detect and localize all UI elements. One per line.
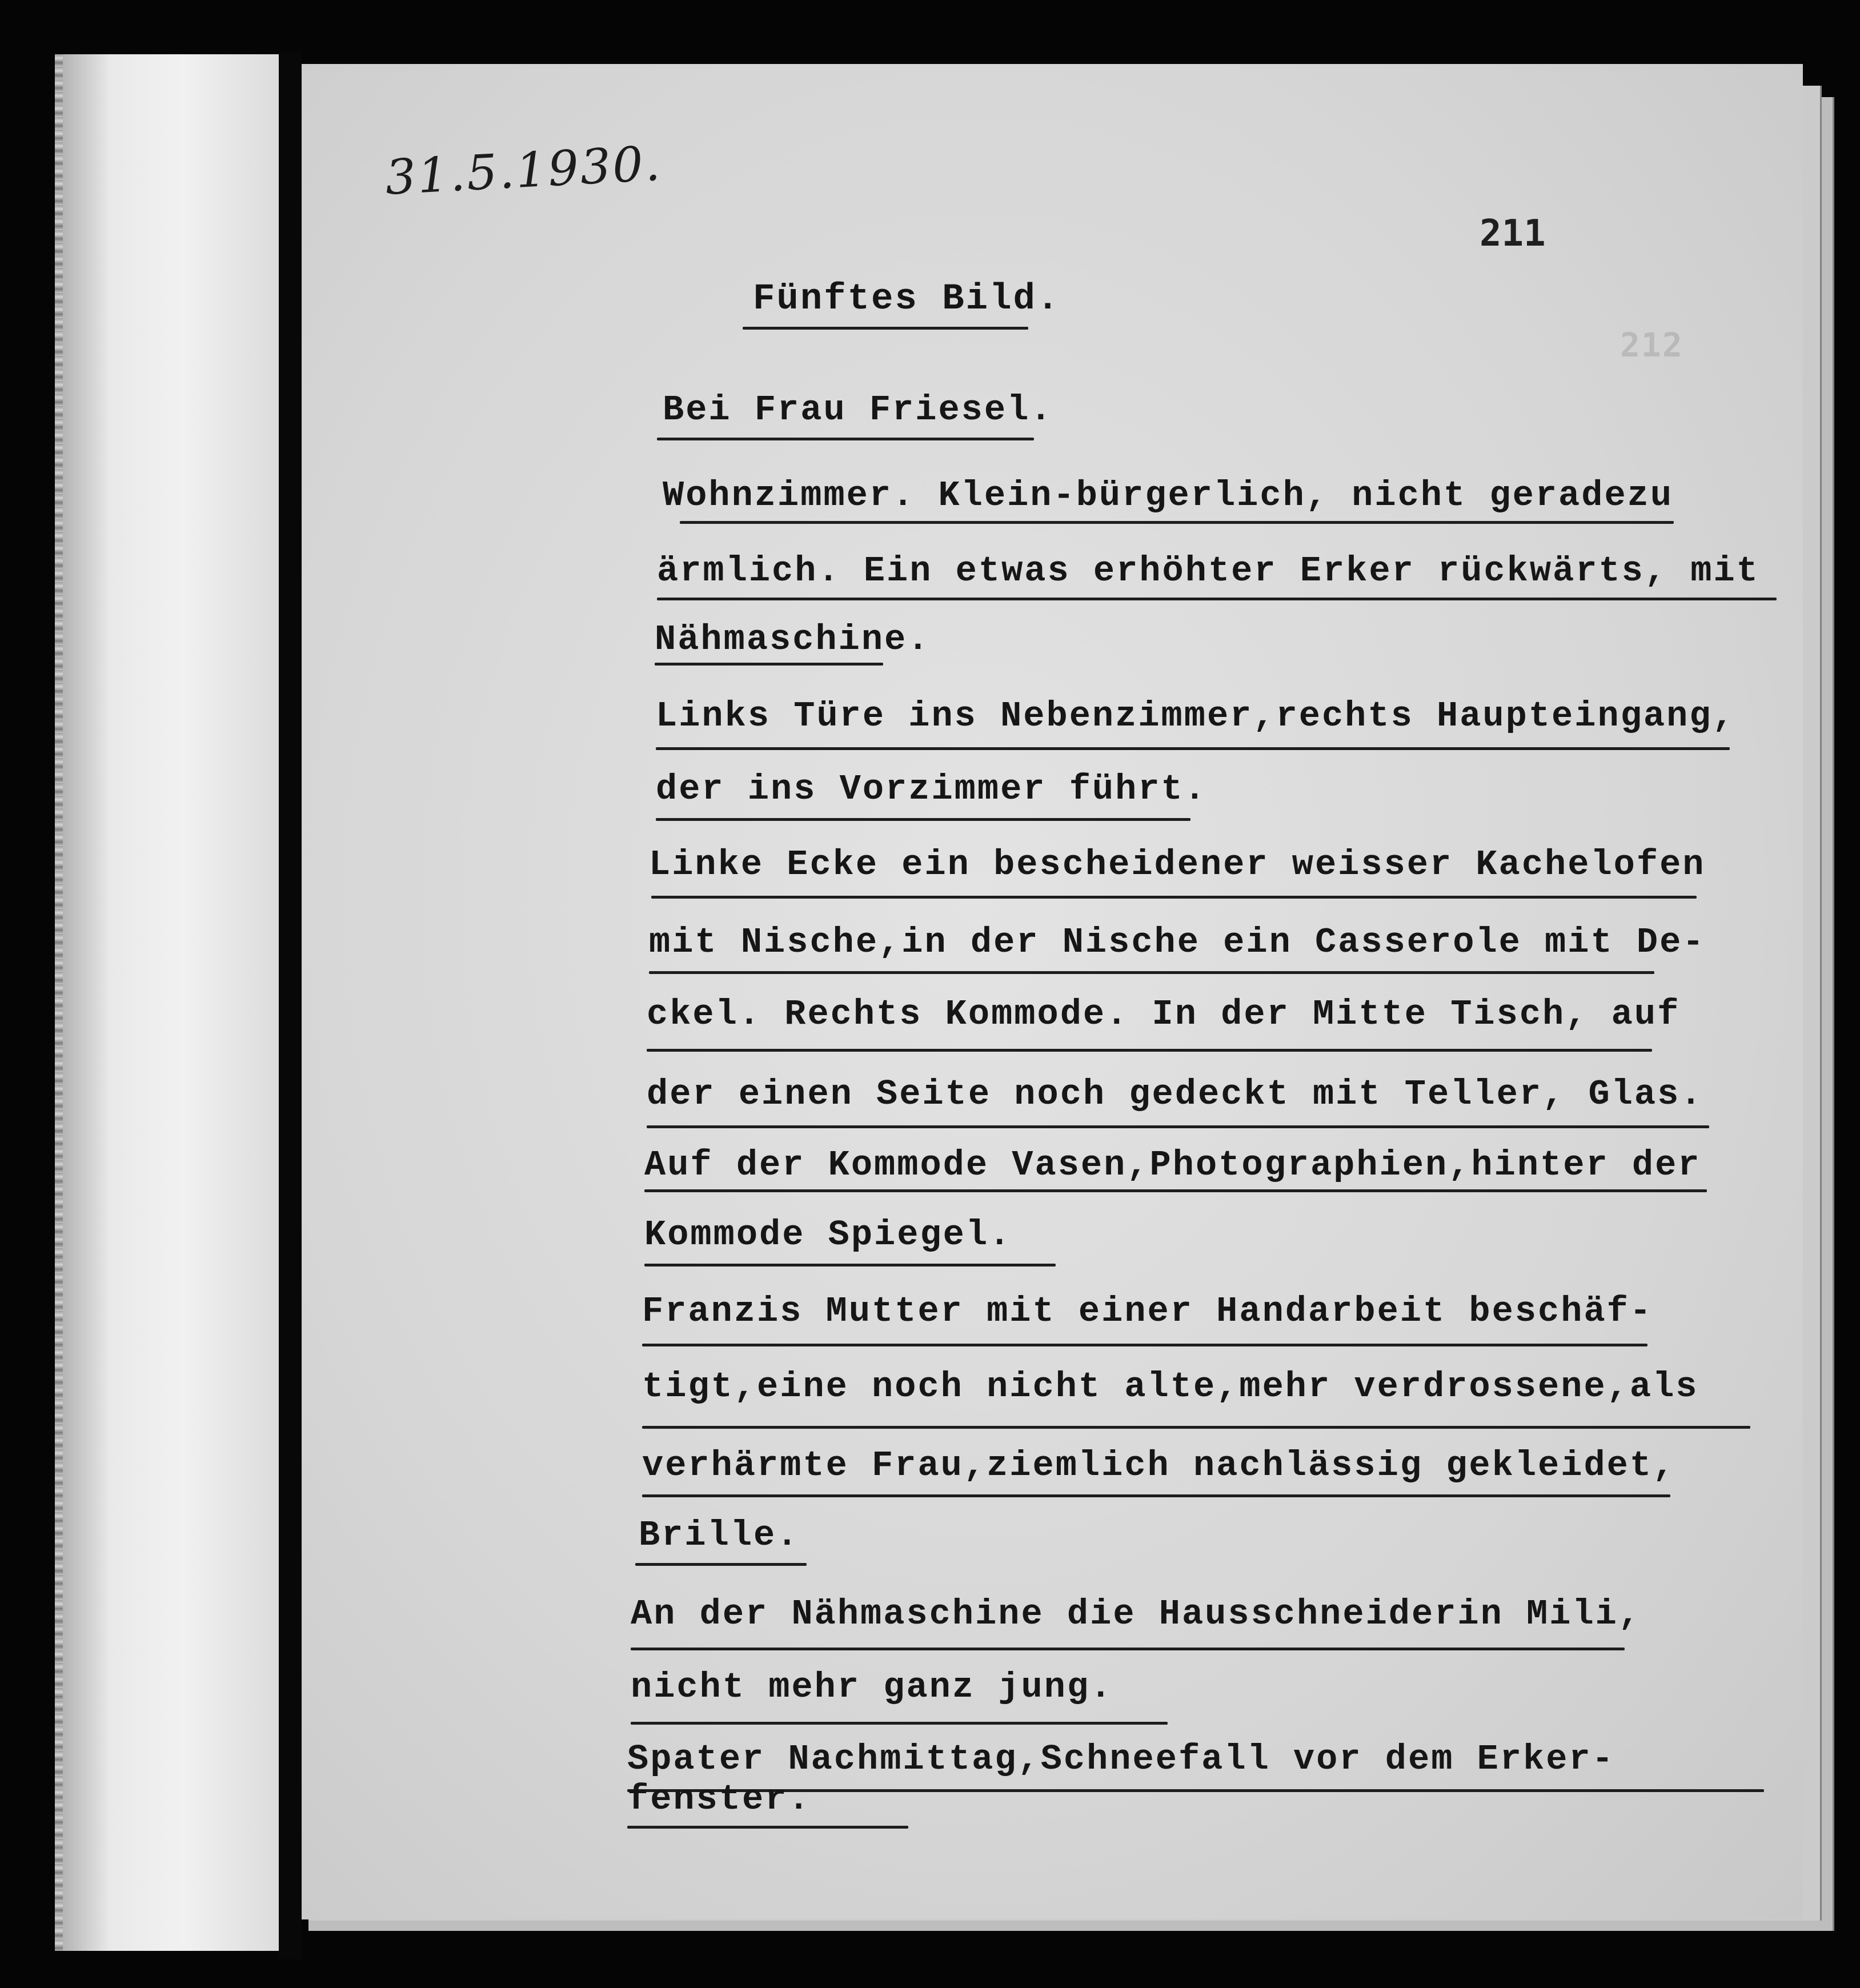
- text-underline: [651, 896, 1697, 899]
- text-line: Linke Ecke ein bescheidener weisser Kachelofen: [649, 844, 1706, 885]
- text-underline: [644, 1264, 1056, 1266]
- text-underline: [657, 598, 1777, 600]
- text-line: ärmlich. Ein etwas erhöhter Erker rückwärts, mit: [657, 551, 1759, 591]
- text-line: verhärmte Frau,ziemlich nachlässig gekleidet,: [642, 1445, 1676, 1486]
- text-line: Spater Nachmittag,Schneefall vor dem Erker-: [627, 1739, 1615, 1779]
- page-number: 211: [1480, 213, 1546, 255]
- text-underline: [647, 1125, 1709, 1128]
- text-line: Brille.: [639, 1515, 800, 1556]
- text-underline: [642, 1426, 1750, 1429]
- text-underline: [644, 1189, 1707, 1192]
- text-underline: [631, 1648, 1625, 1650]
- text-line: Franzis Mutter mit einer Handarbeit beschäf-: [642, 1291, 1653, 1332]
- text-line: An der Nähmaschine die Hausschneiderin Mili,: [631, 1594, 1642, 1634]
- text-underline: [635, 1563, 807, 1566]
- text-line: Links Türe ins Nebenzimmer,rechts Haupteingang,: [656, 696, 1735, 736]
- text-underline: [656, 818, 1190, 821]
- text-line: der einen Seite noch gedeckt mit Teller, Glas.: [647, 1074, 1703, 1115]
- text-line: nicht mehr ganz jung.: [631, 1667, 1113, 1708]
- text-underline: [642, 1494, 1670, 1497]
- text-line: Auf der Kommode Vasen,Photographien,hinter der: [644, 1145, 1701, 1185]
- text-line: mit Nische,in der Nische ein Casserole mit De-: [649, 922, 1706, 963]
- ghost-page-number: 212: [1620, 326, 1683, 364]
- text-underline: [680, 521, 1674, 524]
- text-underline: [642, 1344, 1647, 1346]
- text-underline: [655, 663, 883, 666]
- handwritten-date: 31.5.1930.: [384, 135, 663, 206]
- typescript-page: [302, 64, 1803, 1919]
- text-underline: [657, 438, 1034, 440]
- scene-heading: Fünftes Bild.: [753, 279, 1061, 320]
- text-underline: [631, 1722, 1168, 1725]
- text-underline: [656, 747, 1730, 750]
- text-line: ckel. Rechts Kommode. In der Mitte Tisch, auf: [647, 994, 1681, 1035]
- text-underline: [627, 1826, 908, 1829]
- text-underline: [649, 971, 1654, 974]
- text-line: Wohnzimmer. Klein-bürgerlich, nicht geradezu: [663, 475, 1674, 516]
- text-line: tigt,eine noch nicht alte,mehr verdrossene,als: [642, 1366, 1699, 1407]
- text-line: Nähmaschine.: [655, 619, 931, 660]
- heading-underline: [743, 327, 1028, 330]
- text-underline: [647, 1049, 1652, 1052]
- folder-flap: [63, 54, 280, 1951]
- text-line: Bei Frau Friesel.: [663, 390, 1053, 430]
- binding-spine: [279, 51, 302, 1959]
- text-line: fenster.: [627, 1779, 811, 1819]
- text-line: Kommode Spiegel.: [644, 1215, 1012, 1255]
- text-line: der ins Vorzimmer führt.: [656, 769, 1207, 809]
